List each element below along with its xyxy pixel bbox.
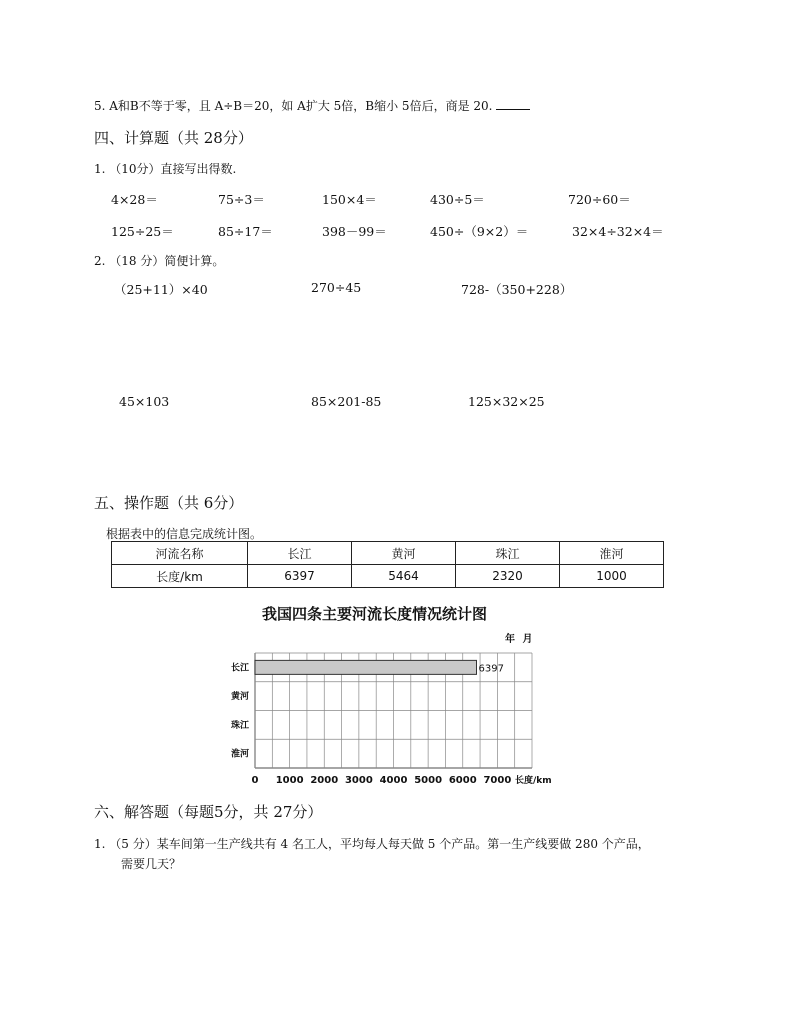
mental-calc-item: 150×4＝ bbox=[322, 192, 377, 207]
table-row bbox=[112, 565, 664, 588]
section-5-title: 五、操作题（共 6分） bbox=[94, 494, 244, 512]
table-cell: 1000 bbox=[560, 565, 664, 588]
mental-calc-item: 32×4÷32×4＝ bbox=[572, 224, 664, 239]
table-cell: 5464 bbox=[352, 565, 456, 588]
category-label: 淮河 bbox=[231, 749, 250, 760]
mental-calc-item: 398－99＝ bbox=[322, 224, 387, 239]
x-tick-label: 7000 bbox=[483, 775, 512, 786]
simplify-calc-item: 270÷45 bbox=[311, 280, 362, 295]
x-tick-label: 4000 bbox=[379, 775, 408, 786]
table-header-cell: 淮河 bbox=[560, 542, 664, 565]
x-tick-label: 3000 bbox=[344, 775, 373, 786]
mental-calc-item: 125÷25＝ bbox=[111, 224, 174, 239]
bar-value-label: 6397 bbox=[478, 663, 504, 675]
q4-1-label: 1. （10分）直接写出得数. bbox=[94, 162, 237, 176]
q6-1-line2: 需要几天？ bbox=[121, 857, 182, 871]
table-cell: 6397 bbox=[248, 565, 352, 588]
chart-title: 我国四条主要河流长度情况统计图 bbox=[262, 605, 488, 623]
question-5-text: 5. A和B不等于零，且 A÷B＝20，如 A扩大 5倍，B缩小 5倍后，商是 20. bbox=[94, 99, 493, 113]
x-tick-label: 0 bbox=[251, 775, 259, 786]
section-6-title: 六、解答题（每题5分，共 27分） bbox=[94, 803, 323, 821]
q4-2-label: 2. （18 分）简便计算。 bbox=[94, 254, 225, 268]
mental-calc-item: 720÷60＝ bbox=[568, 192, 631, 207]
x-tick-label: 5000 bbox=[414, 775, 443, 786]
mental-calc-item: 85÷17＝ bbox=[218, 224, 273, 239]
bar bbox=[255, 660, 476, 674]
category-label: 珠江 bbox=[231, 720, 250, 731]
simplify-calc-item: 45×103 bbox=[119, 394, 170, 409]
table-cell: 长度/km bbox=[112, 565, 248, 588]
mental-calc-item: 450÷（9×2）＝ bbox=[430, 224, 529, 239]
table-cell: 2320 bbox=[456, 565, 560, 588]
x-tick-label: 2000 bbox=[310, 775, 339, 786]
river-length-table bbox=[111, 541, 664, 588]
answer-blank[interactable] bbox=[496, 99, 530, 110]
mental-calc-item: 75÷3＝ bbox=[218, 192, 265, 207]
mental-calc-item: 430÷5＝ bbox=[430, 192, 485, 207]
category-label: 长江 bbox=[231, 663, 250, 674]
table-header-cell: 河流名称 bbox=[112, 542, 248, 565]
q6-1-line1: 1. （5 分）某车间第一生产线共有 4 名工人，平均每人每天做 5 个产品。第一生产线要做 280 个产品， bbox=[94, 837, 650, 851]
simplify-calc-item: 85×201-85 bbox=[311, 394, 382, 409]
section-4-title: 四、计算题（共 28分） bbox=[94, 129, 253, 147]
section-5-intro: 根据表中的信息完成统计图。 bbox=[106, 527, 263, 541]
x-tick-label: 1000 bbox=[275, 775, 304, 786]
category-label: 黄河 bbox=[231, 692, 250, 703]
table-header-cell: 黄河 bbox=[352, 542, 456, 565]
simplify-calc-item: （25+11）×40 bbox=[114, 282, 208, 297]
table-header-cell: 珠江 bbox=[456, 542, 560, 565]
table-header-cell: 长江 bbox=[248, 542, 352, 565]
mental-calc-item: 4×28＝ bbox=[111, 192, 158, 207]
simplify-calc-item: 728-（350+228） bbox=[461, 282, 573, 297]
x-axis-label: 长度/km bbox=[515, 776, 552, 786]
simplify-calc-item: 125×32×25 bbox=[468, 394, 545, 409]
x-tick-label: 6000 bbox=[448, 775, 477, 786]
chart-date-label: 年 月 bbox=[505, 634, 535, 645]
table-header-row bbox=[112, 542, 664, 565]
question-5 bbox=[94, 97, 530, 114]
